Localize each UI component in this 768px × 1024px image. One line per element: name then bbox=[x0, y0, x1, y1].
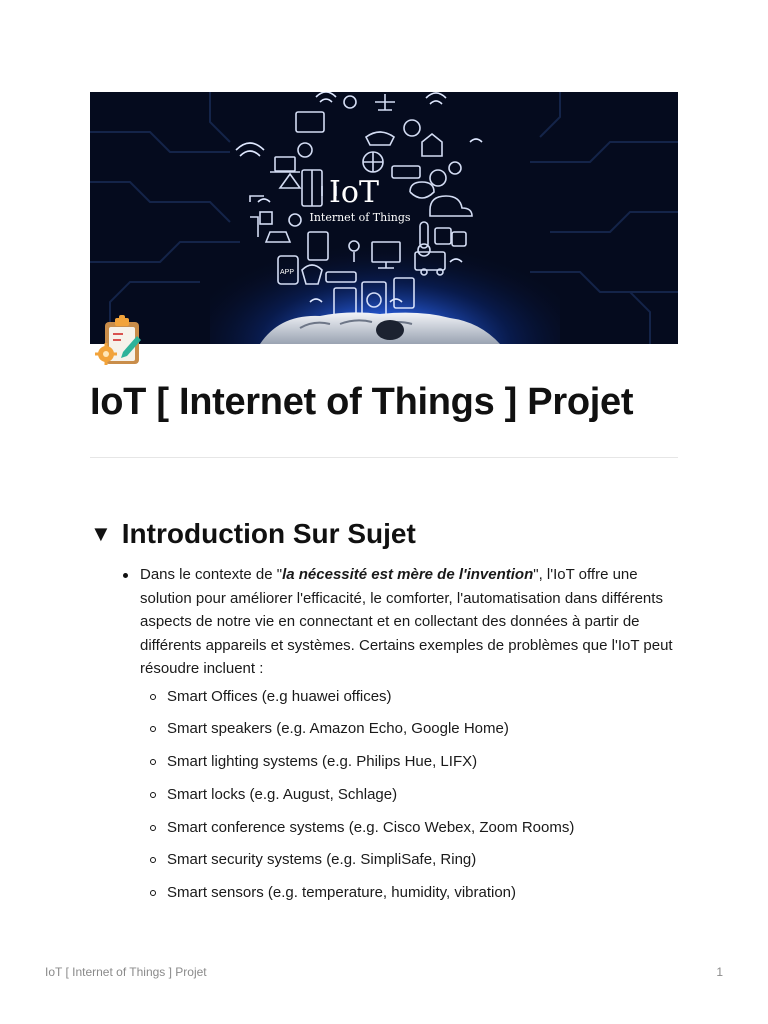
intro-text-after: ", l'IoT offre une solution pour améliorer l'efficacité, le comforter, l'automatisation dans différents aspects de notre vie en connectant et en collectant des données à partir de différents appareils et systèmes. Certains exemples de problèmes que l'IoT peut résoudre incluent : bbox=[140, 566, 673, 677]
section-content bbox=[140, 563, 680, 914]
title-divider bbox=[90, 457, 678, 458]
list-item: Smart conference systems (e.g. Cisco Webex, Zoom Rooms) bbox=[167, 816, 680, 840]
list-item: Smart security systems (e.g. SimpliSafe, Ring) bbox=[167, 848, 680, 872]
toggle-triangle-down-icon[interactable]: ▼ bbox=[90, 521, 112, 546]
intro-text-before: Dans le contexte de " bbox=[140, 566, 283, 583]
list-item: Smart lighting systems (e.g. Philips Hue, LIFX) bbox=[167, 750, 680, 774]
list-item: Smart speakers (e.g. Amazon Echo, Google Home) bbox=[167, 717, 680, 741]
footer-doc-title: IoT [ Internet of Things ] Projet bbox=[45, 965, 207, 979]
section-heading-text: Introduction Sur Sujet bbox=[121, 518, 416, 549]
iot-logo-subtitle: Internet of Things bbox=[309, 211, 411, 224]
examples-list bbox=[140, 685, 680, 905]
intro-bullet bbox=[140, 563, 680, 681]
list-item: Smart locks (e.g. August, Schlage) bbox=[167, 783, 680, 807]
toggle-heading-introduction[interactable] bbox=[90, 518, 416, 550]
iot-logo-title: IoT bbox=[329, 175, 379, 210]
cover-image bbox=[90, 92, 678, 344]
list-item: Smart sensors (e.g. temperature, humidity, vibration) bbox=[167, 881, 680, 905]
clipboard-gear-icon[interactable] bbox=[93, 312, 149, 368]
footer-page-number: 1 bbox=[716, 965, 723, 979]
list-item: Smart Offices (e.g huawei offices) bbox=[167, 685, 680, 709]
page-title: IoT [ Internet of Things ] Projet bbox=[90, 381, 634, 423]
iot-illustration bbox=[90, 92, 678, 344]
intro-emphasis: la nécessité est mère de l'invention bbox=[282, 566, 534, 583]
app-badge: APP bbox=[279, 269, 295, 276]
